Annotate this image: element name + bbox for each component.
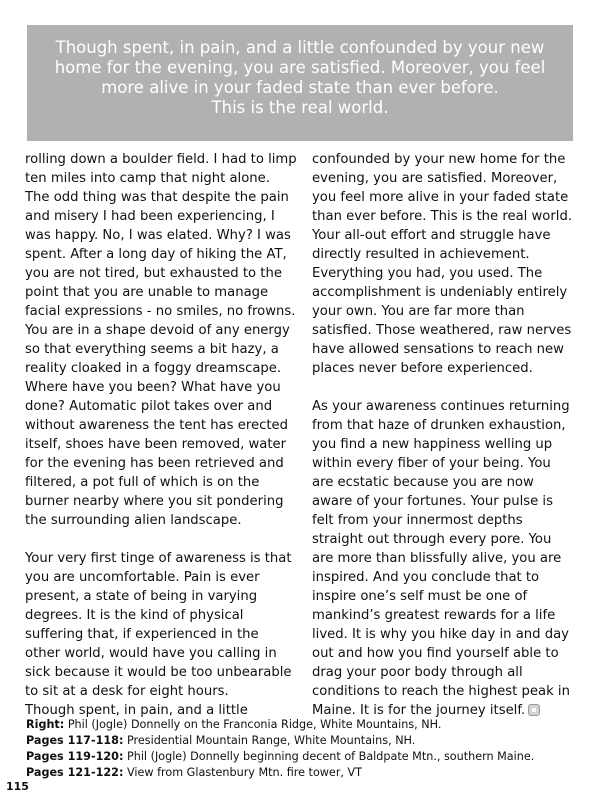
body-paragraph: confounded by your new home for the evening, you are satisfied. Moreover, you feel more alive in your faded state than ever before. This is the real world. Your all-out effort and struggle have directly resulted in achievement. Everything you had, you used. The accomplishment is undeniably entirely your own. You are far more than satisfied. Those weathered, raw nerves have allowed sensations to reach new places never before experienced.: [312, 152, 573, 376]
caption-label: Pages 117-118:: [26, 734, 124, 747]
pull-quote-line: Though spent, in pain, and a little confounded by your new: [55, 38, 545, 57]
caption-text: Phil (Jogle) Donnelly on the Franconia Ridge, White Mountains, NH.: [67, 718, 442, 731]
caption-row: [26, 717, 586, 733]
right-column: [312, 150, 574, 720]
caption-text: Phil (Jogle) Donnelly beginning decent of Baldpate Mtn., southern Maine.: [126, 750, 535, 763]
caption-text: View from Glastenbury Mtn. fire tower, VT: [126, 766, 363, 779]
left-column: [25, 150, 297, 720]
caption-row: [26, 733, 586, 749]
end-of-article-icon: [528, 704, 540, 716]
caption-text: Presidential Mountain Range, White Mountains, NH.: [126, 734, 416, 747]
caption-label: Right:: [26, 718, 65, 731]
caption-label: Pages 121-122:: [26, 766, 124, 779]
body-paragraph: rolling down a boulder field. I had to limp ten miles into camp that night alone. The odd thing was that despite the pain and misery I had been experiencing, I was happy. No, I was elated. Why? I was spent. After a long day of hiking the AT, you are not tired, but exhausted to the point that you are unable to manage facial expressions - no smiles, no frowns. You are in a shape devoid of any energy so that everything seems a bit hazy, a reality cloaked in a foggy dreamscape. Where have you been? What have you done? Automatic pilot takes over and without awareness the tent has erected itself, shoes have been removed, water for the evening has been retrieved and filtered, a pot full of which is on the burner nearby where you sit pondering the surrounding alien landscape.: [25, 152, 297, 528]
pull-quote-line: This is the real world.: [211, 98, 389, 117]
pull-quote: [27, 25, 573, 141]
caption-label: Pages 119-120:: [26, 750, 124, 763]
page-number: 115: [6, 780, 29, 793]
photo-captions: [26, 717, 586, 781]
body-paragraph: Your very first tinge of awareness is that you are uncomfortable. Pain is ever present, a state of being in varying degrees. It is the kind of physical suffering that, if experienced in the other world, would have you calling in sick because it would be too unbearable to sit at a desk for eight hours.: [25, 551, 292, 699]
caption-row: [26, 765, 586, 781]
caption-row: [26, 749, 586, 765]
body-paragraph: Though spent, in pain, and a little: [25, 703, 248, 718]
pull-quote-line: home for the evening, you are satisfied. Moreover, you feel: [54, 58, 546, 77]
pull-quote-line: more alive in your faded state than ever before.: [101, 78, 499, 97]
body-paragraph-last: [312, 397, 574, 720]
body-paragraph-text: As your awareness continues returning from that haze of drunken exhaustion, you find a new happiness welling up within every fiber of your being. You are ecstatic because you are now aware of your fortunes. Your pulse is felt from your innermost depths straight out through every pore. You are more than blissfully alive, you are inspired. And you conclude that to inspire one’s self must be one of mankind’s greatest rewards for a life lived. It is why you hike day in and day out and how you find yourself able to drag your poor body through all conditions to reach the highest peak in Maine. It is for the journey itself.: [312, 399, 570, 718]
